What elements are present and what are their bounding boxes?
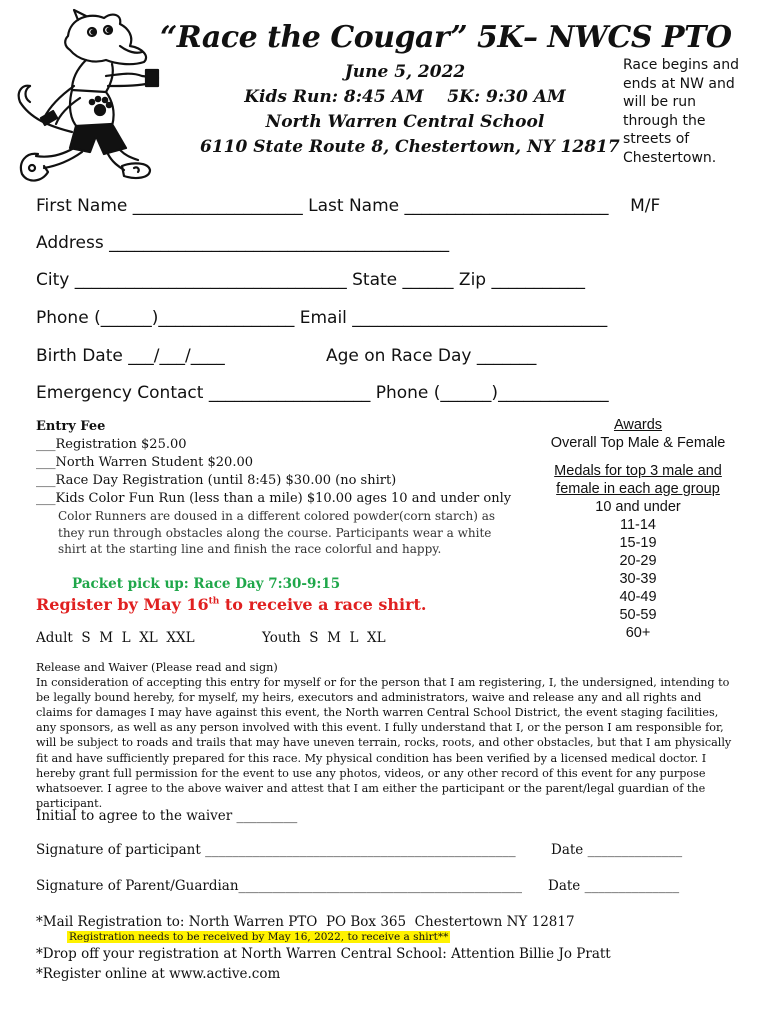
awards-heading: Awards xyxy=(613,417,663,433)
emergency-contact-field-row[interactable]: Emergency Contact ___________________ Phone (______)_____________ xyxy=(36,383,609,403)
note-line: ends at NW and xyxy=(623,75,735,92)
online-registration-note: *Register online at www.active.com xyxy=(36,966,281,982)
dropoff-note: *Drop off your registration at North Warren Central School: Attention Billie Jo Pratt xyxy=(36,946,611,962)
note-line: through the xyxy=(623,112,706,129)
awards-overall: Overall Top Male & Female xyxy=(550,435,726,451)
event-school: North Warren Central School xyxy=(265,112,545,132)
note-line: streets of xyxy=(623,131,690,147)
youth-shirt-sizes[interactable]: Youth S M L XL xyxy=(262,630,386,646)
age-group: 40-49 xyxy=(619,589,657,605)
entry-option-color-run[interactable]: ___Kids Color Fun Run (less than a mile) $10.00 ages 10 and under only xyxy=(36,491,512,506)
entry-fee-heading: Entry Fee xyxy=(36,419,106,434)
event-date: June 5, 2022 xyxy=(344,62,466,82)
waiver-section xyxy=(36,660,736,811)
entry-option-student[interactable]: ___North Warren Student $20.00 xyxy=(36,455,253,470)
birth-date-field[interactable]: Birth Date ___/___/____ xyxy=(36,346,225,366)
event-address: 6110 State Route 8, Chestertown, NY 12817 xyxy=(200,137,620,157)
waiver-initial-field[interactable]: Initial to agree to the waiver _________ xyxy=(36,808,298,824)
note-line: Race begins and xyxy=(623,57,739,73)
phone-email-field-row[interactable]: Phone (______)________________ Email ______________________________ xyxy=(36,308,608,328)
age-group: 10 and under xyxy=(595,499,681,515)
guardian-date-field[interactable]: Date ______________ xyxy=(548,878,680,894)
register-deadline-note xyxy=(36,595,427,614)
adult-shirt-sizes[interactable]: Adult S M L XL XXL xyxy=(36,630,195,646)
age-group: 11-14 xyxy=(619,517,656,533)
age-group: 15-19 xyxy=(619,535,657,551)
address-field-row[interactable]: Address ________________________________________ xyxy=(36,233,450,253)
age-group: 60+ xyxy=(625,625,651,641)
course-note xyxy=(623,56,770,167)
age-group: 20-29 xyxy=(619,553,657,569)
age-group: 50-59 xyxy=(619,607,657,623)
note-line: will be run xyxy=(623,94,697,110)
color-run-note: Color Runners are doused in a different colored powder(corn starch) as they run through obstacles along the course. Participants wear a white shirt at the starting line and finish the race colorful and happy. xyxy=(58,509,496,556)
name-gender-field-row[interactable]: First Name ____________________ Last Name ________________________ M/F xyxy=(36,196,661,216)
packet-pickup-note: Packet pick up: Race Day 7:30-9:15 xyxy=(72,576,341,592)
event-times: Kids Run: 8:45 AM 5K: 9:30 AM xyxy=(244,87,566,107)
participant-date-field[interactable]: Date ______________ xyxy=(551,842,683,858)
guardian-signature-field[interactable]: Signature of Parent/Guardian__________________________________________ xyxy=(36,878,523,894)
awards-medals-line: female in each age group xyxy=(556,481,720,497)
shirt-deadline-highlight: Registration needs to be received by May 16, 2022, to receive a shirt** xyxy=(69,931,449,943)
participant-signature-field[interactable]: Signature of participant ______________________________________________ xyxy=(36,842,516,858)
entry-fee-section xyxy=(36,418,518,558)
age-on-race-day-field[interactable]: Age on Race Day _______ xyxy=(326,346,537,366)
awards-section xyxy=(538,416,738,642)
waiver-text: In consideration of accepting this entry for myself or for the person that I am registering, I, the undersigned, intending to be legally bound hereby, for myself, my heirs, executors and administrators, waive and release any and all rights and claims for damages I may have against this event, the North warren Central School District, the event staging facilities, any sponsors, as well as any person involved with this event. I fully understand that I, or the person I am responsible for, will be subject to roads and trails that may have uneven terrain, rocks, roots, and other obstacles, but that I am physically fit and have sufficiently prepared for this race. My physical condition has been verified by a licensed medical doctor. I hereby grant full permission for the event to use any photos, videos, or any other record of this event for any purpose whatsoever. I agree to the above waiver and attest that I am either the participant or the parent/legal guardian of the participant. xyxy=(36,676,732,810)
cougar-runner-icon xyxy=(8,6,168,191)
entry-option-race-day[interactable]: ___Race Day Registration (until 8:45) $30.00 (no shirt) xyxy=(36,473,397,488)
note-line: Chestertown. xyxy=(623,149,717,166)
entry-option-registration[interactable]: ___Registration $25.00 xyxy=(36,437,187,452)
awards-medals-line: Medals for top 3 male and xyxy=(554,463,722,479)
city-state-zip-field-row[interactable]: City ________________________________ State ______ Zip ___________ xyxy=(36,270,585,290)
event-title: “Race the Cougar” 5K– NWCS PTO xyxy=(160,20,732,55)
age-group: 30-39 xyxy=(619,571,657,587)
waiver-heading: Release and Waiver (Please read and sign) xyxy=(36,661,278,674)
event-info xyxy=(200,60,620,160)
register-sup: th xyxy=(208,596,220,607)
register-prefix: Register by May 16 xyxy=(36,595,209,614)
register-suffix: to receive a race shirt. xyxy=(219,595,427,614)
mail-registration-note: *Mail Registration to: North Warren PTO PO Box 365 Chestertown NY 12817 xyxy=(36,914,575,930)
